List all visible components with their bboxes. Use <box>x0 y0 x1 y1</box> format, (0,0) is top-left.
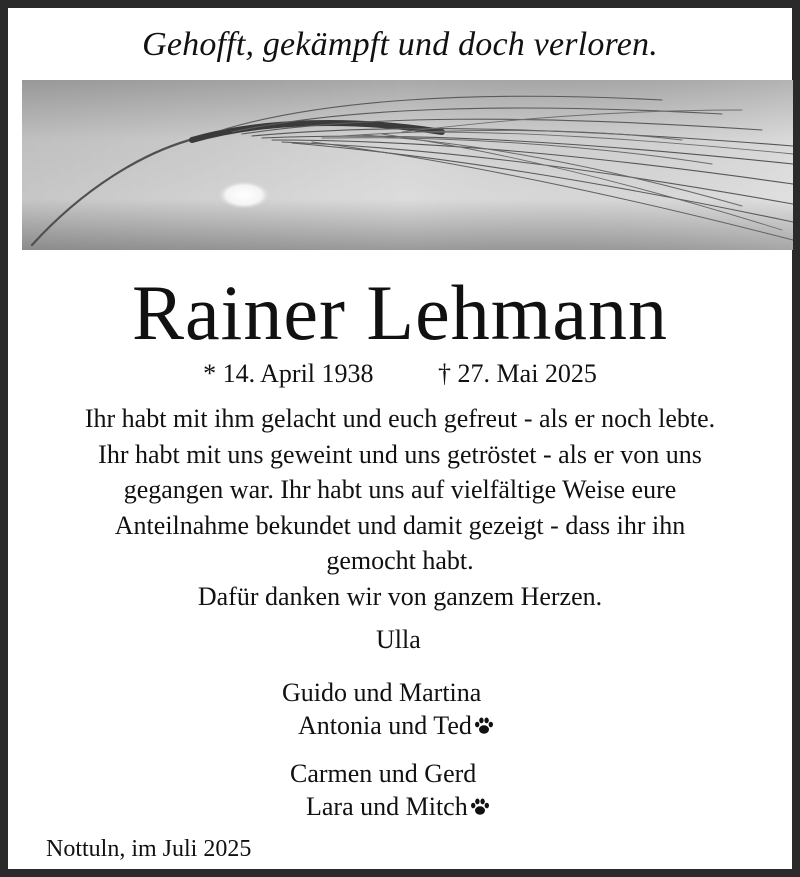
thanks-text <box>28 401 772 614</box>
text-line: Anteilnahme bekundet und damit gezeigt - dass ihr ihn <box>114 510 686 540</box>
paw-icon <box>470 793 490 823</box>
signature-lara-mitch <box>306 792 490 823</box>
text-line: Ihr habt mit uns geweint und uns getröstet - als er von uns <box>98 439 702 469</box>
signature-lara-mitch-label: Lara und Mitch <box>306 792 468 821</box>
place-date: Nottuln, im Juli 2025 <box>46 836 252 862</box>
text-line: gemocht habt. <box>326 546 474 575</box>
life-dates <box>8 356 792 392</box>
signature-antonia-ted-label: Antonia und Ted <box>298 711 472 740</box>
signature-ulla: Ulla <box>376 625 421 654</box>
birth-date: * 14. April 1938 <box>203 359 374 388</box>
signature-carmen-gerd: Carmen und Gerd <box>290 759 477 788</box>
motto: Gehofft, gekämpft und doch verloren. <box>142 26 658 63</box>
sun-glow <box>218 181 270 209</box>
text-line: gegangen war. Ihr habt uns auf vielfältige Weise eure <box>123 475 677 504</box>
death-date: † 27. Mai 2025 <box>438 359 597 388</box>
signature-guido-martina: Guido und Martina <box>282 678 482 707</box>
text-line: Dafür danken wir von ganzem Herzen. <box>197 581 603 611</box>
banner-image <box>22 80 793 250</box>
paw-icon <box>474 712 494 742</box>
deceased-name: Rainer Lehmann <box>132 269 668 356</box>
text-line: Ihr habt mit ihm gelacht und euch gefreut - als er noch lebte. <box>84 404 716 433</box>
signature-antonia-ted <box>298 711 494 742</box>
